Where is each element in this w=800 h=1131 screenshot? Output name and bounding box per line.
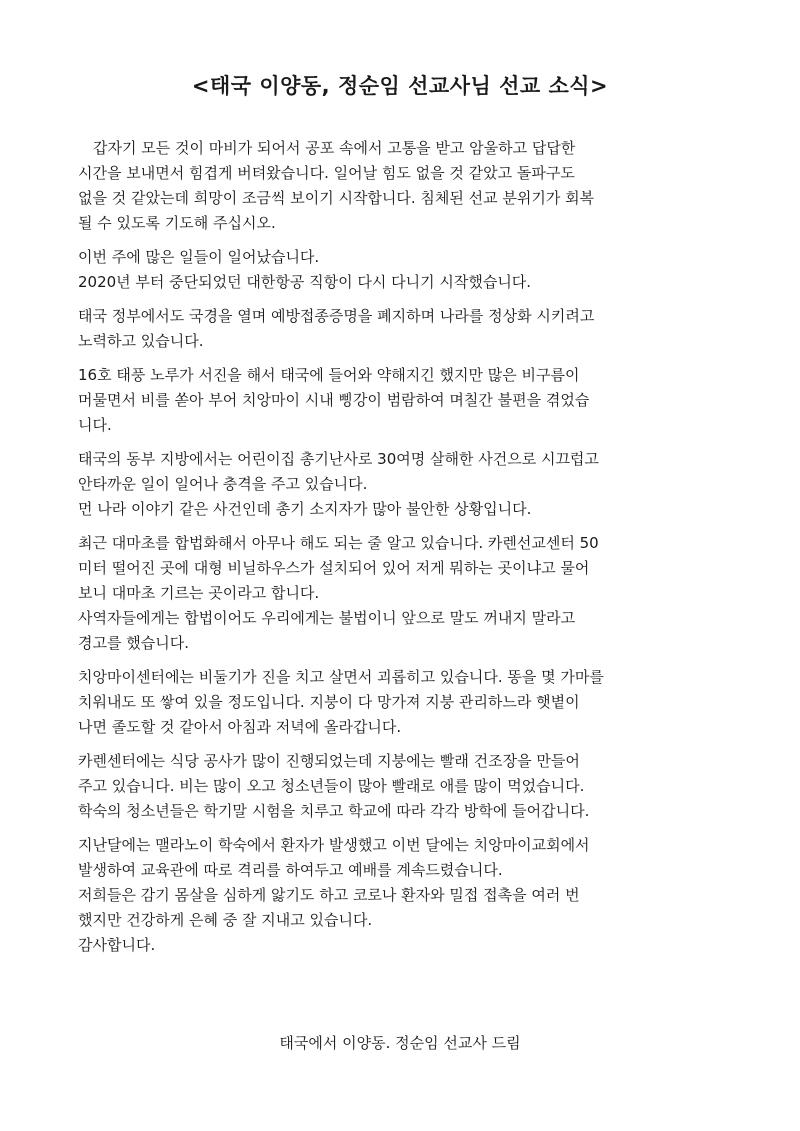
paragraph — [78, 531, 724, 656]
paragraph-line: 니다. — [78, 416, 112, 434]
paragraph-line: 태국 정부에서도 국경을 열며 예방접종증명을 폐지하며 나라를 정상화 시키려고 — [78, 307, 595, 325]
paragraph-line: 머물면서 비를 쏟아 부어 치앙마이 시내 삥강이 범람하여 며칠간 불편을 겪었습 — [78, 391, 590, 409]
paragraph-line: 노력하고 있습니다. — [78, 332, 204, 350]
paragraph-line: 저희들은 감기 몸살을 심하게 앓기도 하고 코로나 환자와 밀접 접촉을 여러 번 — [78, 886, 580, 904]
paragraph-line: 16호 태풍 노루가 서진을 해서 태국에 들어와 약해지긴 했지만 많은 비구름이 — [78, 366, 580, 384]
paragraph-line: 갑자기 모든 것이 마비가 되어서 공포 속에서 고통을 받고 암울하고 답답한 — [93, 139, 576, 157]
paragraph — [78, 136, 724, 236]
paragraph-line: 먼 나라 이야기 같은 사건인데 총기 소지자가 많아 불안한 상황입니다. — [78, 500, 532, 518]
paragraph — [78, 749, 724, 824]
paragraph-line: 발생하여 교육관에 따로 격리를 하여두고 예배를 계속드렸습니다. — [78, 861, 503, 879]
paragraph — [78, 665, 724, 740]
paragraph — [78, 447, 724, 522]
paragraph — [78, 363, 724, 438]
paragraph-line: 지난달에는 맬라노이 학숙에서 환자가 발생했고 이번 달에는 치앙마이교회에서 — [78, 836, 590, 854]
paragraph-line: 미터 떨어진 곳에 대형 비닐하우스가 설치되어 있어 저게 뭐하는 곳이냐고 물어 — [78, 559, 590, 577]
paragraph-line: 주고 있습니다. 비는 많이 오고 청소년들이 많아 빨래로 애를 많이 먹었습니다. — [78, 777, 585, 795]
paragraph — [78, 304, 724, 354]
paragraph-line: 학숙의 청소년들은 학기말 시험을 치루고 학교에 따라 각각 방학에 들어갑니다. — [78, 802, 590, 820]
paragraph-line: 사역자들에게는 합법이어도 우리에게는 불법이니 앞으로 말도 꺼내지 말라고 — [78, 609, 576, 627]
paragraph-line: 나면 졸도할 것 같아서 아침과 저녁에 올라갑니다. — [78, 718, 402, 736]
paragraph-line: 없을 것 같았는데 희망이 조금씩 보이기 시작합니다. 침체된 선교 분위기가 회복 — [78, 189, 595, 207]
paragraph-line: 안타까운 일이 일어나 충격을 주고 있습니다. — [78, 475, 368, 493]
paragraph-line: 경고를 했습니다. — [78, 634, 189, 652]
paragraph-line: 2020년 부터 중단되었던 대한항공 직항이 다시 다니기 시작했습니다. — [78, 273, 532, 291]
paragraph-line: 될 수 있도록 기도해 주십시오. — [78, 214, 276, 232]
paragraph-line: 했지만 건강하게 은혜 중 잘 지내고 있습니다. — [78, 911, 373, 929]
paragraph-line: 카렌센터에는 식당 공사가 많이 진행되었는데 지붕에는 빨래 건조장을 만들어 — [78, 752, 580, 770]
paragraph-line: 이번 주에 많은 일들이 일어났습니다. — [78, 248, 320, 266]
paragraph-line: 보니 대마초 기르는 곳이라고 합니다. — [78, 584, 320, 602]
paragraph-line: 치워내도 또 쌓여 있을 정도입니다. 지붕이 다 망가져 지붕 관리하느라 햇볕이 — [78, 693, 580, 711]
letter-body — [78, 136, 724, 967]
paragraph-line: 시간을 보내면서 힘겹게 버텨왔습니다. 일어날 힘도 없을 것 같았고 돌파구도 — [78, 164, 575, 182]
paragraph-line: 태국의 동부 지방에서는 어린이집 총기난사로 30여명 살해한 사건으로 시끄럽고 — [78, 450, 599, 468]
page-title: <태국 이양동, 정순임 선교사님 선교 소식> — [191, 74, 609, 98]
paragraph-line: 최근 대마초를 합법화해서 아무나 해도 되는 줄 알고 있습니다. 카렌선교센터 50 — [78, 534, 599, 552]
signature: 태국에서 이양동. 정순임 선교사 드림 — [279, 1034, 521, 1052]
paragraph-line: 치앙마이센터에는 비둘기가 진을 치고 살면서 괴롭히고 있습니다. 똥을 몇 가마를 — [78, 668, 604, 686]
paragraph-line: 감사합니다. — [78, 936, 156, 954]
paragraph — [78, 245, 724, 295]
paragraph — [78, 833, 724, 958]
